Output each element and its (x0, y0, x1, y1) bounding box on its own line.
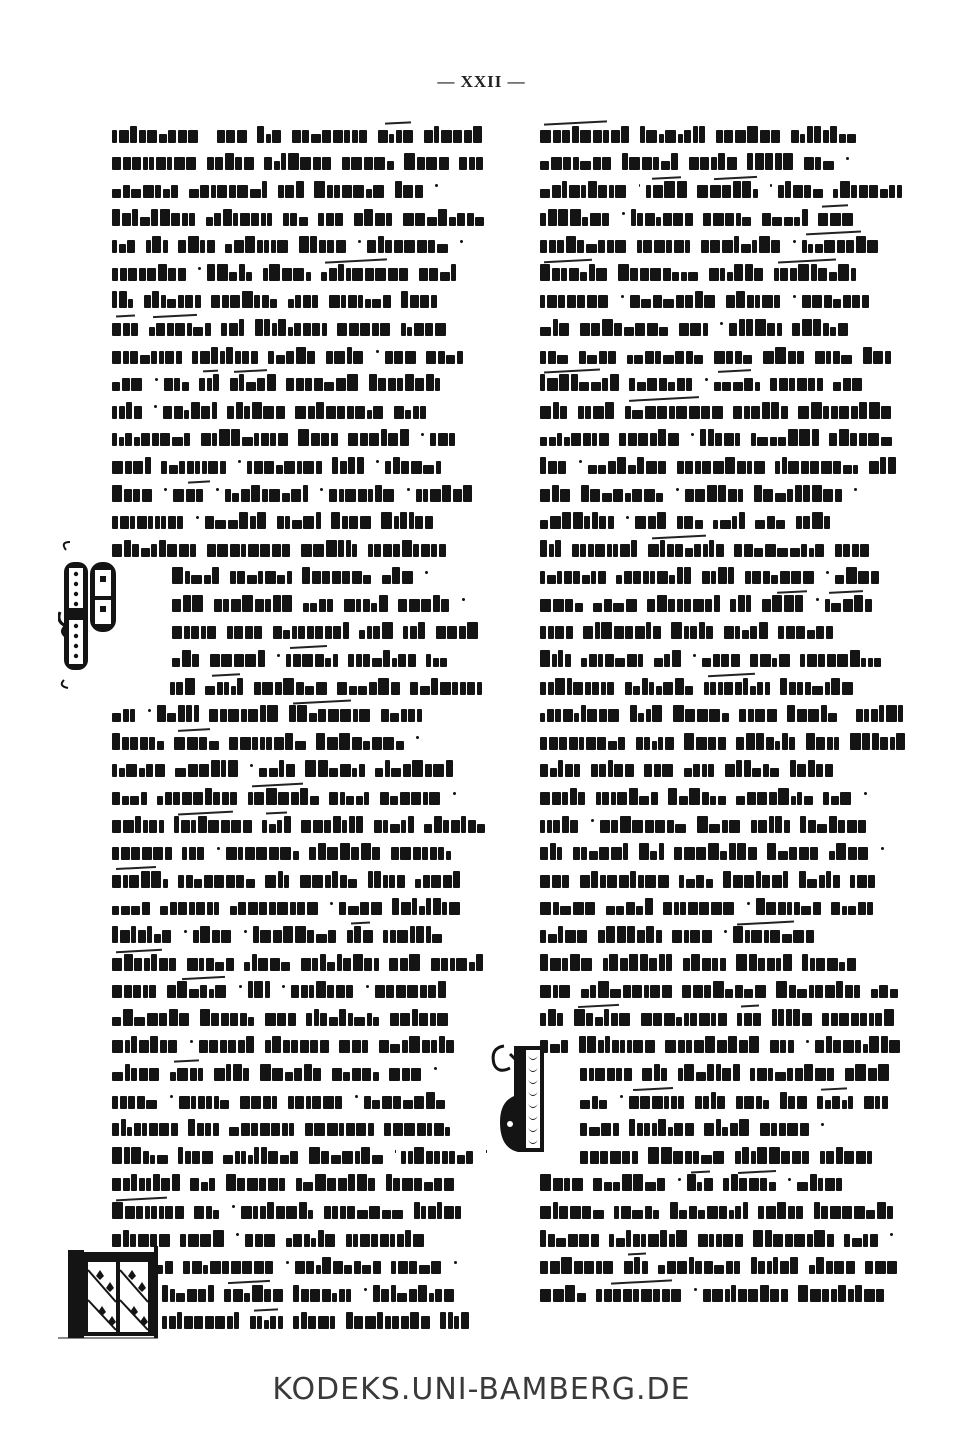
glagolitic-text-line (112, 1251, 492, 1279)
glagolitic-text-line (112, 148, 492, 176)
glagolitic-text-line (112, 313, 492, 341)
text-column-right (540, 120, 912, 1307)
glagolitic-text-line (112, 341, 492, 369)
glagolitic-text-line (112, 506, 492, 534)
glagolitic-text-line (112, 1196, 492, 1224)
text-column-left (112, 120, 492, 1334)
glagolitic-text-line (540, 865, 912, 893)
glagolitic-text-line (112, 1307, 492, 1335)
glagolitic-text-line (112, 699, 492, 727)
decorated-initial-left-mid (58, 540, 120, 690)
glagolitic-text-line (112, 396, 492, 424)
glagolitic-text-line (112, 644, 492, 672)
glagolitic-text-line (540, 534, 912, 562)
watermark: KODEKS.UNI-BAMBERG.DE (272, 1372, 691, 1407)
glagolitic-text-line (112, 1003, 492, 1031)
glagolitic-text-line (112, 893, 492, 921)
glagolitic-text-line (540, 203, 912, 231)
glagolitic-text-line (540, 1058, 912, 1086)
glagolitic-text-line (540, 424, 912, 452)
glagolitic-text-line (112, 120, 492, 148)
glagolitic-text-line (540, 1031, 912, 1059)
decorated-initial-left-bottom (58, 1240, 158, 1340)
glagolitic-text-line (540, 782, 912, 810)
glagolitic-text-line (112, 451, 492, 479)
glagolitic-text-line (112, 975, 492, 1003)
glagolitic-text-line (540, 975, 912, 1003)
glagolitic-text-line (112, 368, 492, 396)
glagolitic-text-line (112, 479, 492, 507)
glagolitic-text-line (540, 120, 912, 148)
glagolitic-text-line (112, 286, 492, 314)
glagolitic-text-line (112, 258, 492, 286)
glagolitic-text-line (540, 313, 912, 341)
glagolitic-text-line (112, 1086, 492, 1114)
glagolitic-text-line (112, 810, 492, 838)
glagolitic-text-line (112, 1279, 492, 1307)
glagolitic-text-line (540, 451, 912, 479)
glagolitic-text-line (540, 810, 912, 838)
glagolitic-text-line (540, 341, 912, 369)
decorated-initial-right-lower (490, 1040, 552, 1160)
glagolitic-text-line (540, 562, 912, 590)
glagolitic-text-line (540, 1113, 912, 1141)
glagolitic-text-line (540, 948, 912, 976)
glagolitic-text-line (540, 1141, 912, 1169)
glagolitic-text-line (540, 506, 912, 534)
glagolitic-text-line (540, 148, 912, 176)
glagolitic-text-line (540, 1169, 912, 1197)
glagolitic-text-line (112, 782, 492, 810)
glagolitic-text-line (540, 479, 912, 507)
page-number: — XXII — (437, 72, 526, 91)
glagolitic-text-line (112, 1141, 492, 1169)
glagolitic-text-line (540, 837, 912, 865)
glagolitic-text-line (540, 1086, 912, 1114)
glagolitic-text-line (540, 893, 912, 921)
glagolitic-text-line (540, 644, 912, 672)
glagolitic-text-line (112, 175, 492, 203)
glagolitic-text-line (540, 1251, 912, 1279)
glagolitic-text-line (540, 727, 912, 755)
glagolitic-text-line (112, 1031, 492, 1059)
glagolitic-text-line (112, 617, 492, 645)
glagolitic-text-line (112, 1113, 492, 1141)
glagolitic-text-line (540, 589, 912, 617)
glagolitic-text-line (112, 865, 492, 893)
glagolitic-text-line (112, 920, 492, 948)
glagolitic-text-line (540, 368, 912, 396)
glagolitic-text-line (112, 1224, 492, 1252)
glagolitic-text-line (112, 230, 492, 258)
glagolitic-text-line (540, 672, 912, 700)
glagolitic-text-line (112, 1058, 492, 1086)
glagolitic-text-line (540, 396, 912, 424)
glagolitic-text-line (112, 672, 492, 700)
glagolitic-text-line (540, 699, 912, 727)
glagolitic-text-line (540, 258, 912, 286)
glagolitic-text-line (540, 1003, 912, 1031)
glagolitic-text-line (540, 175, 912, 203)
glagolitic-text-line (540, 617, 912, 645)
glagolitic-text-line (112, 755, 492, 783)
glagolitic-text-line (540, 1224, 912, 1252)
glagolitic-text-line (540, 920, 912, 948)
glagolitic-text-line (540, 230, 912, 258)
glagolitic-text-line (540, 755, 912, 783)
glagolitic-text-line (112, 589, 492, 617)
glagolitic-text-line (540, 1196, 912, 1224)
glagolitic-text-line (112, 727, 492, 755)
glagolitic-text-line (112, 948, 492, 976)
glagolitic-text-line (112, 203, 492, 231)
glagolitic-text-line (112, 562, 492, 590)
glagolitic-text-line (112, 424, 492, 452)
glagolitic-text-line (112, 1169, 492, 1197)
glagolitic-text-line (112, 837, 492, 865)
glagolitic-text-line (112, 534, 492, 562)
glagolitic-text-line (540, 286, 912, 314)
glagolitic-text-line (540, 1279, 912, 1307)
